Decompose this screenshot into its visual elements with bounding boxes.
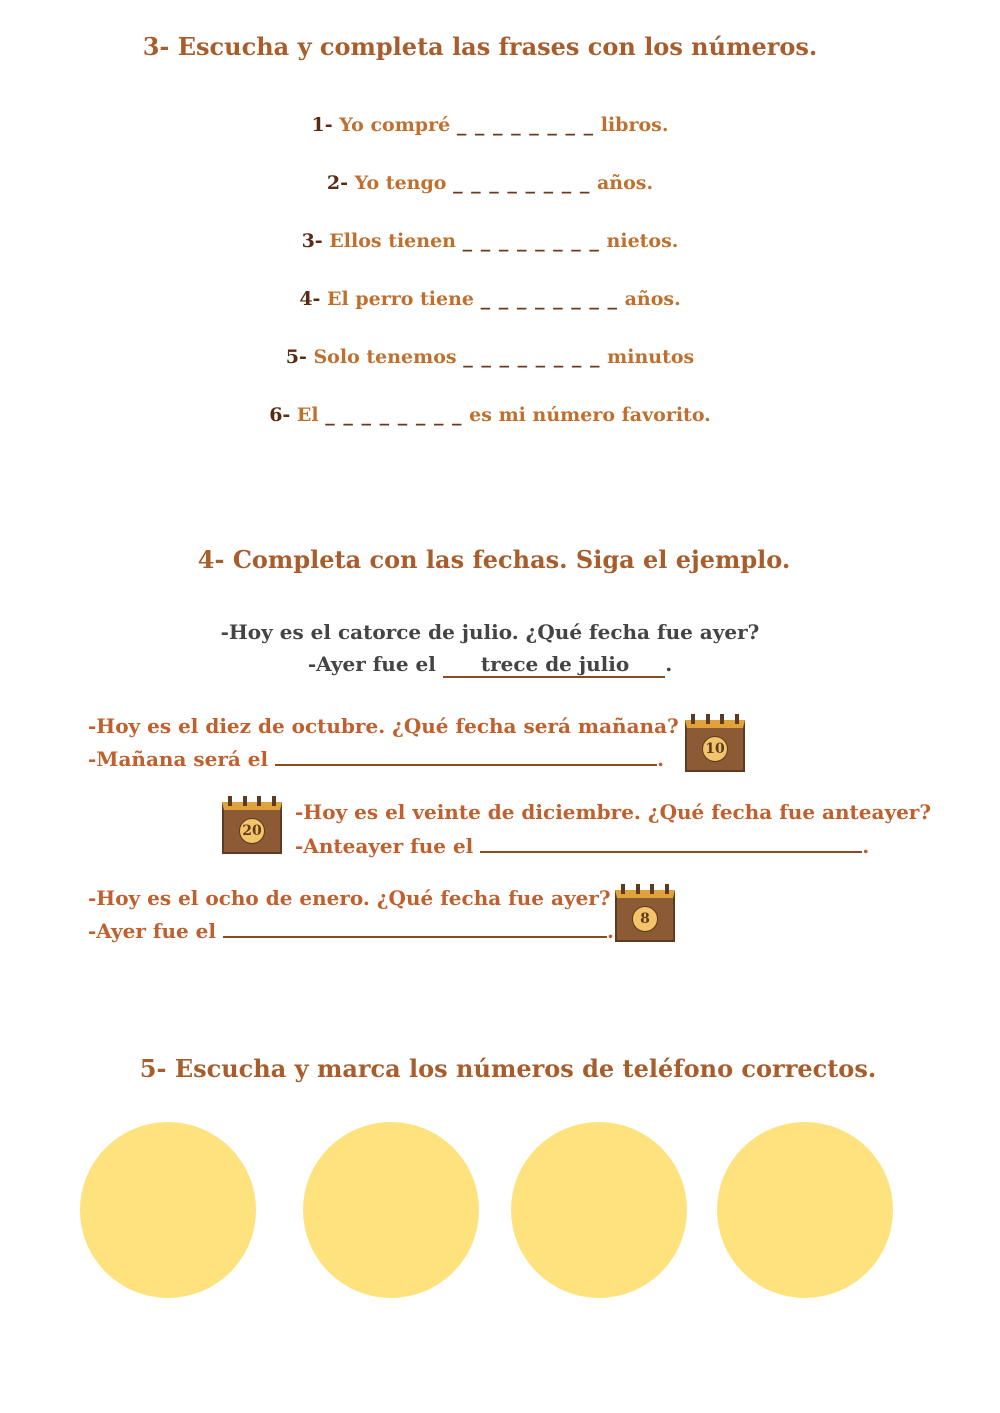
sentence-6 (0, 404, 980, 426)
task1-answer-field[interactable] (275, 746, 657, 766)
task2-answer-line (295, 833, 869, 858)
example-answer-suffix: . (665, 652, 673, 676)
sentence-4 (0, 288, 980, 310)
phone-number-circle-3[interactable] (511, 1122, 687, 1298)
task2-answer-field[interactable] (480, 833, 862, 853)
sentence-number: 5- (285, 346, 307, 368)
answer-blank[interactable]: _ _ _ _ _ _ _ _ (462, 230, 600, 252)
calendar-day: 8 (632, 906, 658, 932)
sentence-end: minutos (600, 346, 695, 368)
task1-prefix: -Mañana será el (88, 747, 276, 771)
example-answer-prefix: -Ayer fue el (307, 652, 443, 676)
sentence-end: años. (617, 288, 681, 310)
task1-suffix: . (657, 747, 665, 771)
task3-suffix: . (606, 919, 614, 943)
calendar-day: 20 (239, 818, 265, 844)
phone-number-circle-2[interactable] (303, 1122, 479, 1298)
sentence-5 (0, 346, 980, 368)
sentence-start: El perro tiene (320, 288, 481, 310)
answer-blank[interactable]: _ _ _ _ _ _ _ _ (456, 114, 595, 136)
phone-number-circle-1[interactable] (80, 1122, 256, 1298)
example-answer: trece de julio (443, 652, 665, 678)
answer-blank[interactable]: _ _ _ _ _ _ _ _ (480, 288, 618, 310)
task1-answer-line (88, 746, 664, 771)
sentence-number: 4- (299, 288, 321, 310)
calendar-icon (615, 890, 675, 942)
task3-question: -Hoy es el ocho de enero. ¿Qué fecha fue ayer? (88, 886, 611, 910)
answer-blank[interactable]: _ _ _ _ _ _ _ _ (325, 404, 463, 426)
task3-answer-line (88, 918, 614, 943)
sentence-number: 2- (326, 172, 348, 194)
task2-question: -Hoy es el veinte de diciembre. ¿Qué fecha fue anteayer? (295, 800, 932, 824)
sentence-3 (0, 230, 980, 252)
task2-prefix: -Anteayer fue el (295, 834, 481, 858)
calendar-icon (685, 720, 745, 772)
task3-prefix: -Ayer fue el (88, 919, 223, 943)
section3-title: 3- Escucha y completa las frases con los números. (142, 32, 818, 61)
answer-blank[interactable]: _ _ _ _ _ _ _ _ (463, 346, 601, 368)
example-answer-line (0, 652, 980, 678)
sentence-end: años. (590, 172, 654, 194)
sentence-end: es mi número favorito. (462, 404, 711, 426)
sentence-number: 6- (269, 404, 291, 426)
sentence-start: Ellos tienen (322, 230, 463, 252)
sentence-end: nietos. (599, 230, 679, 252)
phone-number-circle-4[interactable] (717, 1122, 893, 1298)
sentence-start: Yo compré (332, 114, 457, 136)
sentence-end: libros. (594, 114, 669, 136)
answer-blank[interactable]: _ _ _ _ _ _ _ _ (453, 172, 591, 194)
sentence-start: El (290, 404, 326, 426)
sentence-start: Yo tengo (347, 172, 454, 194)
sentence-2 (0, 172, 980, 194)
calendar-day: 10 (702, 736, 728, 762)
sentence-number: 1- (311, 114, 333, 136)
sentence-1 (0, 114, 980, 136)
sentence-number: 3- (301, 230, 323, 252)
example-question: -Hoy es el catorce de julio. ¿Qué fecha fue ayer? (220, 620, 760, 644)
section5-title: 5- Escucha y marca los números de teléfono correctos. (139, 1054, 877, 1083)
section4-title: 4- Completa con las fechas. Siga el ejemplo. (197, 545, 791, 574)
calendar-icon (222, 802, 282, 854)
sentence-start: Solo tenemos (306, 346, 464, 368)
task3-answer-field[interactable] (223, 918, 607, 938)
task2-suffix: . (862, 834, 870, 858)
task1-question: -Hoy es el diez de octubre. ¿Qué fecha será mañana? (88, 714, 679, 738)
